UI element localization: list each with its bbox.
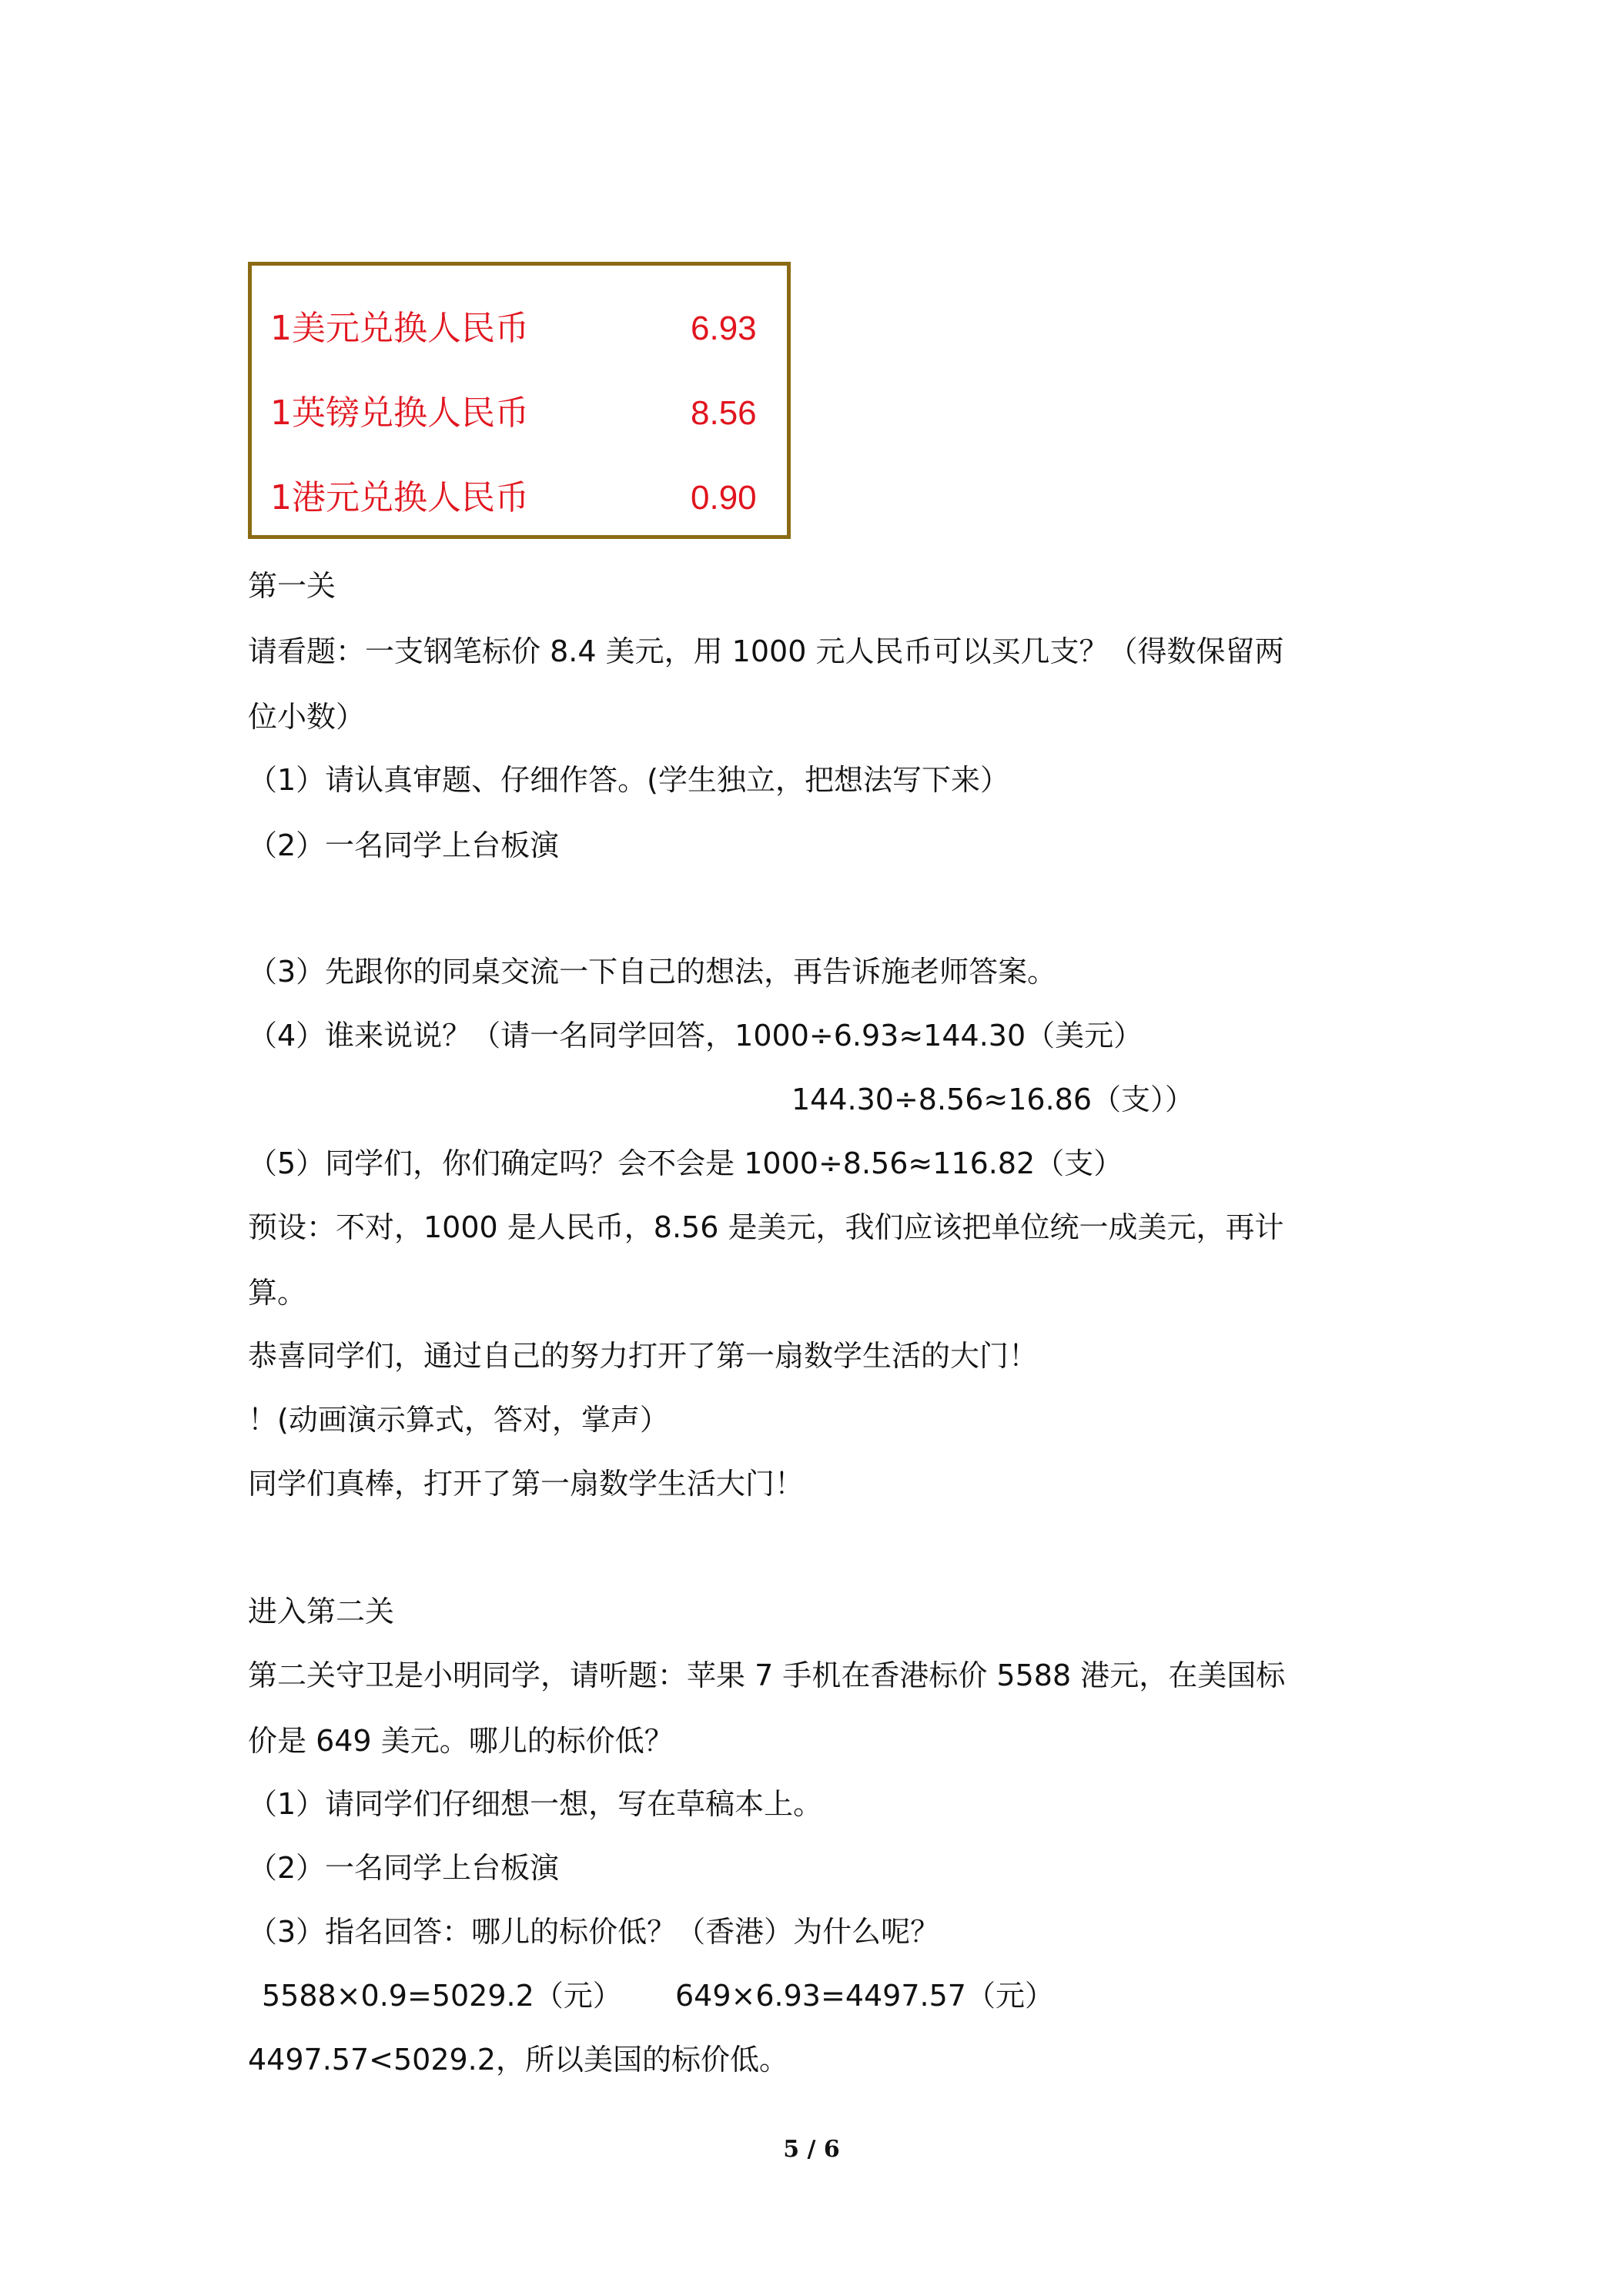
- question-two-text-cont: 价是 649 美元。哪儿的标价低？: [248, 1724, 674, 1758]
- question-two-text: 第二关守卫是小明同学，请听题：苹果 7 手机在香港标价 5588 港元，在美国标: [248, 1658, 1286, 1692]
- rate-label: 1港元兑换人民币: [270, 478, 529, 517]
- rate-value: 0.90: [691, 479, 757, 517]
- presumption-text: 预设：不对，1000 是人民币，8.56 是美元，我们应该把单位统一成美元，再计: [248, 1210, 1284, 1244]
- exchange-rate-box: [248, 262, 791, 539]
- step-1-level-two: （1）请同学们仔细想一想，写在草稿本上。: [248, 1787, 823, 1821]
- rate-value: 6.93: [691, 310, 757, 347]
- rate-label: 1英镑兑换人民币: [270, 393, 529, 433]
- rate-value: 8.56: [691, 394, 757, 432]
- page-number: 5 / 6: [783, 2136, 840, 2163]
- level-one-heading: 第一关: [248, 569, 336, 603]
- step-3: （3）先跟你的同桌交流一下自己的想法，再告诉施老师答案。: [248, 955, 1057, 989]
- step-5: （5）同学们，你们确定吗？会不会是 1000÷8.56≈116.82（支）: [248, 1146, 1123, 1180]
- question-one-text-cont: 位小数）: [248, 700, 366, 734]
- conclusion-text: 4497.57<5029.2，所以美国的标价低。: [248, 2043, 788, 2077]
- question-one-text: 请看题：一支钢笔标价 8.4 美元，用 1000 元人民币可以买几支？（得数保留两: [248, 634, 1284, 668]
- animation-note: ！(动画演示算式，答对，掌声）: [248, 1403, 669, 1437]
- praise-text: 同学们真棒，打开了第一扇数学生活大门！: [248, 1467, 805, 1501]
- step-2: （2）一名同学上台板演: [248, 828, 560, 862]
- step-2-level-two: （2）一名同学上台板演: [248, 1851, 560, 1885]
- congrats-text: 恭喜同学们，通过自己的努力打开了第一扇数学生活的大门！: [248, 1339, 1039, 1373]
- level-two-heading: 进入第二关: [248, 1595, 395, 1628]
- step-1: （1）请认真审题、仔细作答。(学生独立，把想法写下来）: [248, 763, 1010, 797]
- step-4: （4）谁来说说？（请一名同学回答，1000÷6.93≈144.30（美元）: [248, 1019, 1143, 1053]
- calculation-hk: 5588×0.9=5029.2（元）: [262, 1979, 622, 2013]
- presumption-text-cont: 算。: [248, 1276, 307, 1310]
- step-4-calculation: 144.30÷8.56≈16.86（支））: [791, 1083, 1195, 1116]
- rate-label: 1美元兑换人民币: [270, 309, 529, 348]
- calculation-us: 649×6.93=4497.57（元）: [675, 1979, 1054, 2013]
- step-3-level-two: （3）指名回答：哪儿的标价低？（香港）为什么呢？: [248, 1915, 940, 1949]
